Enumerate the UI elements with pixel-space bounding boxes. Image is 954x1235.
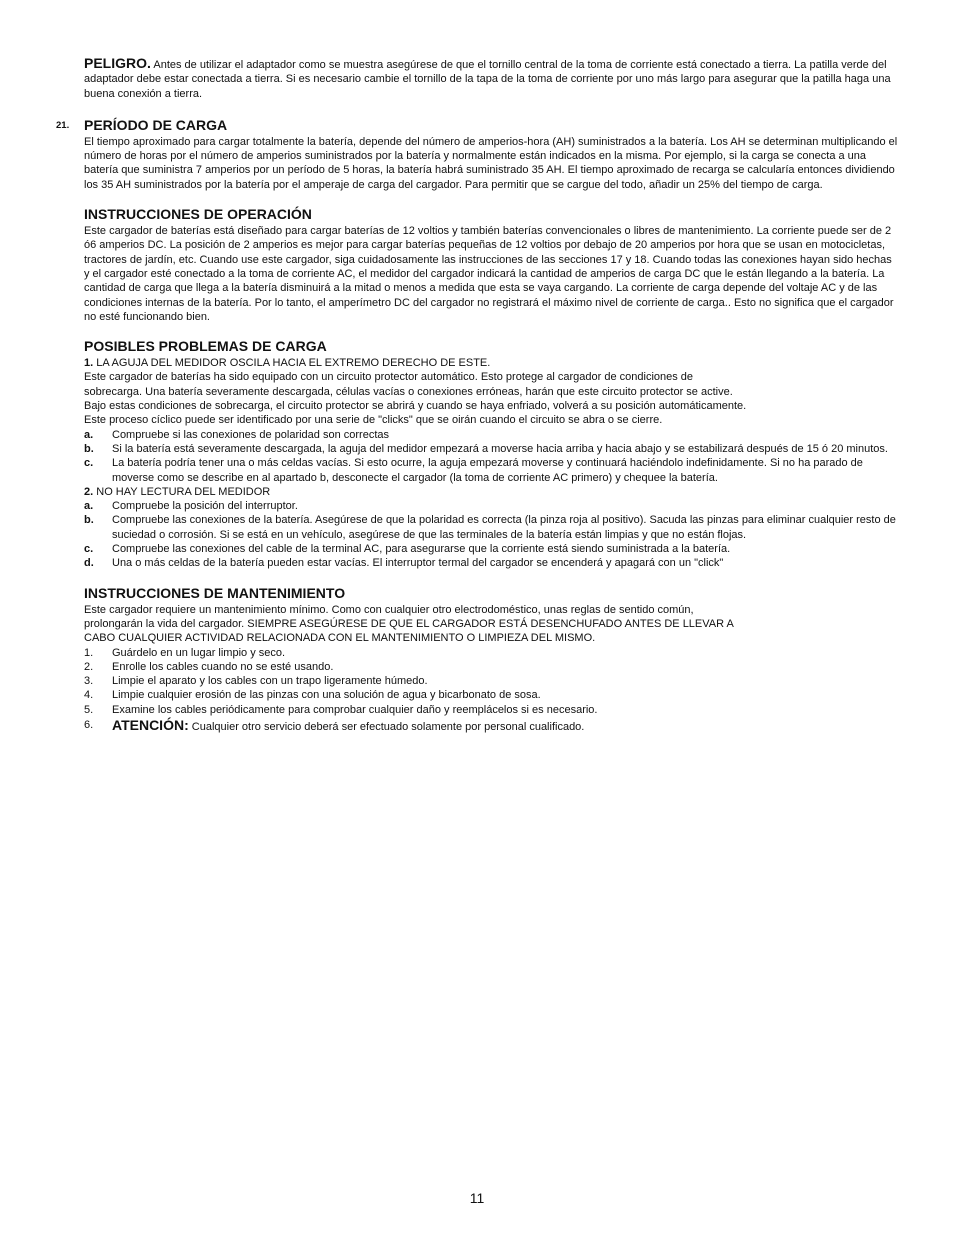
list-text <box>112 717 898 736</box>
list-text: Si la batería está severamente descargada, la aguja del medidor empezará a moverse hacia arriba y hacia abajo y se estabilizará después de 15 ó 20 minutos. <box>112 442 888 455</box>
subsection-line: Este proceso cíclico puede ser identificado por una serie de "clicks" que se oirán cuando el circuito se abra o se cierre. <box>84 414 663 427</box>
subsection-title: NO HAY LECTURA DEL MEDIDOR <box>96 485 271 498</box>
list-text: Examine los cables periódicamente para comprobar cualquier daño y reemplácelos si es necesario. <box>112 703 598 716</box>
subsection-title: LA AGUJA DEL MEDIDOR OSCILA HACIA EL EXTREMO DERECHO DE ESTE. <box>96 357 491 370</box>
list-text: Compruebe las conexiones de la batería. Asegúrese de que la polaridad es correcta (la pinza roja al positivo). Sacuda las pinzas para eliminar cualquier resto de suciedad o corrosión. Si se está en un vehículo, asegúrese de que las terminales de la batería están limpias y que no están flojas. <box>112 514 896 541</box>
list-item <box>84 556 898 570</box>
list-label: c. <box>84 543 94 556</box>
list-text: Limpie el aparato y los cables con un trapo ligeramente húmedo. <box>112 675 428 688</box>
list-item <box>84 499 898 513</box>
intro-line: prolongarán la vida del cargador. SIEMPRE ASEGÚRESE DE QUE EL CARGADOR ESTÁ DESENCHUFADO ANTES DE LLEVAR A <box>84 617 734 630</box>
list-label: d. <box>84 557 94 570</box>
subsection-number: 1. <box>84 357 94 370</box>
section-title: INSTRUCCIONES DE MANTENIMIENTO <box>84 584 346 601</box>
intro-line: CABO CUALQUIER ACTIVIDAD RELACIONADA CON EL MANTENIMIENTO O LIMPIEZA DEL MISMO. <box>84 632 596 645</box>
intro-line: Este cargador requiere un mantenimiento mínimo. Como con cualquier otro electrodoméstico, unas reglas de sentido común, <box>84 603 694 616</box>
atencion-lead: ATENCIÓN: <box>112 716 189 733</box>
list-label: 1. <box>84 646 94 659</box>
subsection-heading-2 <box>84 485 898 499</box>
list-item <box>84 513 898 542</box>
page-number: 11 <box>469 1190 485 1206</box>
document-page <box>56 55 898 736</box>
list-label: 2. <box>84 660 94 673</box>
section-periodo <box>56 116 898 192</box>
list-text: Enrolle los cables cuando no se esté usando. <box>112 660 334 673</box>
section-problemas <box>84 338 898 570</box>
section-operacion <box>84 206 898 324</box>
list-item <box>84 674 898 688</box>
list-item <box>84 542 898 556</box>
list-label: a. <box>84 428 94 441</box>
list-item <box>84 660 898 674</box>
section-mantenimiento <box>84 585 898 736</box>
subsection-line: Bajo estas condiciones de sobrecarga, el circuito protector se abrirá y cuando se haya enfriado, volverá a su posición automáticamente. <box>84 400 747 413</box>
section-text: Este cargador de baterías está diseñado para cargar baterías de 12 voltios y también baterías convencionales o libres de mantenimiento. La corriente puede ser de 2 ó6 amperios DC. La posición de 2 amperios es mejor para cargar baterías pequeñas de 12 voltios por debajo de 20 amperios por hora que se usan en motocicletas, tractores de jardín, etc. Cuando use este cargador, siga cuidadosamente las instrucciones de las secciones 17 y 18. Cuando todas las conexiones hayan sido hechas y el cargador esté conectado a la toma de corriente AC, el medidor del cargador indicará la cantidad de amperios de carga DC que le están llegando a la batería. La cantidad de carga que llega a la batería disminuirá a la mitad o menos a medida que esta se vaya cargando. La corriente de carga depende del voltaje AC y de las condiciones internas de la batería. Por lo tanto, el amperímetro DC del cargador no registrará el máximo nivel de corriente de carga.. Esto no significa que el cargador no esté funcionando bien. <box>84 225 894 323</box>
peligro-paragraph <box>84 56 898 101</box>
section-title: POSIBLES PROBLEMAS DE CARGA <box>84 338 327 355</box>
list-item <box>84 688 898 702</box>
list-text: Limpie cualquier erosión de las pinzas con una solución de agua y bicarbonato de sosa. <box>112 689 541 702</box>
subsection-heading-1 <box>84 356 898 370</box>
list-text: Una o más celdas de la batería pueden estar vacías. El interruptor termal del cargador se encenderá y apagará con un "click" <box>112 557 724 570</box>
peligro-lead: PELIGRO. <box>84 55 151 71</box>
list-label: c. <box>84 457 94 470</box>
list-label: 6. <box>84 718 94 731</box>
list-item <box>84 703 898 717</box>
peligro-text: Antes de utilizar el adaptador como se muestra asegúrese de que el tornillo central de la toma de corriente está conectado a tierra. La patilla verde del adaptador debe estar conectada a tierra. Si es necesario cambie el tornillo de la tapa de la toma de corriente por uno más largo para asegurar que la patilla haga una buena conexión a tierra. <box>84 59 891 100</box>
list-item <box>84 646 898 660</box>
list-text: Compruebe las conexiones del cable de la terminal AC, para asegurarse que la corriente está siendo suministrada a la batería. <box>112 543 731 556</box>
list-label: 3. <box>84 675 94 688</box>
list-item-atencion <box>84 717 898 736</box>
list-text: Guárdelo en un lugar limpio y seco. <box>112 646 286 659</box>
list-item <box>84 442 898 456</box>
atencion-text: Cualquier otro servicio deberá ser efectuado solamente por personal cualificado. <box>191 720 585 733</box>
section-text: El tiempo aproximado para cargar totalmente la batería, depende del número de amperios-hora (AH) suministrados a la batería. Los AH se determinan multiplicando el número de horas por el número de amperios suministrados por la batería y normalmente están indicados en la misma. Por ejemplo, si la carga se conecta a una batería que suministra 7 amperios por un período de 5 horas, la batería habrá suministrado 35 AH. El tiempo aproximado de recarga se calcularía entonces dividiendo los 35 AH suministrados por la batería por el amperaje de carga del cargador. Para permitir que se cargue del todo, añadir un 25% del tiempo de carga. <box>84 135 898 191</box>
section-title: PERÍODO DE CARGA <box>84 116 228 133</box>
subsection-number: 2. <box>84 485 94 498</box>
list-item <box>84 428 898 442</box>
subsection-line: Este cargador de baterías ha sido equipado con un circuito protector automático. Esto protege al cargador de condiciones de <box>84 371 694 384</box>
list-item <box>84 456 898 485</box>
list-text: Compruebe si las conexiones de polaridad son correctas <box>112 428 389 441</box>
list-label: 4. <box>84 689 94 702</box>
list-label: a. <box>84 500 94 513</box>
list-text: La batería podría tener una o más celdas vacías. Si esto ocurre, la aguja empezará moverse y continuará haciéndolo indefinidamente. Si no ha parado de moverse como se describe en al apartado b, desconecte el cargador (la toma de corriente AC primero) y chequee la batería. <box>112 457 863 484</box>
list-label: b. <box>84 514 94 527</box>
list-text: Compruebe la posición del interruptor. <box>112 500 298 513</box>
section-title: INSTRUCCIONES DE OPERACIÓN <box>84 206 312 223</box>
list-label: 5. <box>84 703 94 716</box>
subsection-line: sobrecarga. Una batería severamente descargada, células vacías o conexiones erróneas, harán que este circuito protector se active. <box>84 385 733 398</box>
list-label: b. <box>84 442 94 455</box>
section-number: 21. <box>56 119 70 131</box>
